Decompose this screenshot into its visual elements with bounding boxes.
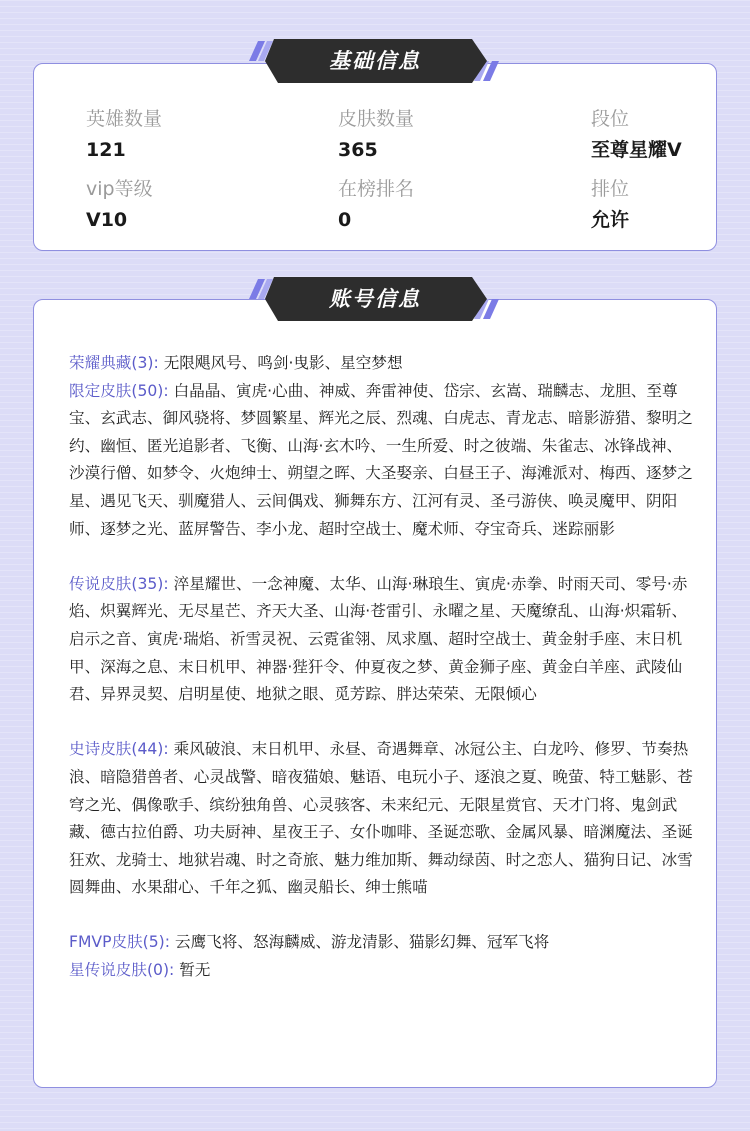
account-info-card [33, 299, 717, 1088]
category-label: 传说皮肤(35): [69, 574, 169, 593]
category-label: FMVP皮肤(5): [69, 933, 171, 952]
field-label: 在榜排名 [338, 178, 415, 200]
field-vip-level [86, 177, 153, 232]
category-items: 暂无 [179, 961, 211, 980]
category-label: 史诗皮肤(44): [69, 740, 169, 759]
category-star-legend-skins [69, 957, 694, 985]
section-title: 基础信息 [329, 49, 421, 73]
paragraph-spacer [69, 902, 694, 930]
field-label: vip等级 [86, 178, 153, 200]
basic-info-card [33, 63, 717, 251]
category-items: 无限飓风号、鸣剑·曳影、星空梦想 [163, 354, 403, 372]
category-glory-collection [69, 350, 694, 378]
category-items: 白晶晶、寅虎·心曲、神威、奔雷神使、岱宗、玄嵩、瑞麟志、龙胆、至尊宝、玄武志、御风骁将、梦圆繁星、辉光之辰、烈魂、白虎志、青龙志、暗影游猎、黎明之约、幽恒、匿光追影者、飞衡、山海·玄木吟、一生所爱、时之彼端、朱雀志、冰锋战神、沙漠行僧、如梦令、火炮绅士、朔望之晖、大圣娶亲、白昼王子、海滩派对、梅西、逐梦之星、遇见飞天、驯魔猎人、云间偶戏、狮舞东方、江河有灵、圣弓游侠、唤灵魔甲、阴阳师、逐梦之光、蓝屏警告、李小龙、超时空战士、魔术师、夺宝奇兵、迷踪丽影 [69, 381, 693, 538]
field-value: 365 [338, 139, 378, 161]
category-items: 淬星耀世、一念神魔、太华、山海·琳琅生、寅虎·赤拳、时雨天司、零号·赤焰、炽翼辉光、无尽星芒、齐天大圣、山海·苍雷引、永曜之星、天魔缭乱、山海·炽霜斩、启示之音、寅虎·瑞焰、祈雪灵祝、云霓雀翎、凤求凰、超时空战士、黄金射手座、末日机甲、深海之息、末日机甲、神器·狴犴令、仲夏夜之梦、黄金狮子座、黄金白羊座、武陵仙君、异界灵契、启明星使、地狱之眼、觅芳踪、胖达荣荣、无限倾心 [69, 574, 688, 704]
field-skin-count [338, 107, 414, 162]
category-legend-skins [69, 571, 694, 709]
field-value: 121 [86, 139, 126, 161]
category-items: 乘风破浪、末日机甲、永昼、奇遇舞章、冰冠公主、白龙吟、修罗、节奏热浪、暗隐猎兽者、心灵战警、暗夜猫娘、魅语、电玩小子、逐浪之夏、晚萤、特工魅影、苍穹之光、偶像歌手、缤纷独角兽、心灵骇客、未来纪元、无限星赏官、天才门将、鬼剑武藏、德古拉伯爵、功夫厨神、星夜王子、女仆咖啡、圣诞恋歌、金属风暴、暗渊魔法、圣诞狂欢、龙骑士、地狱岩魂、时之奇旅、魅力维加斯、舞动绿茵、时之恋人、猫狗日记、冰雪圆舞曲、水果甜心、千年之狐、幽灵船长、绅士熊喵 [69, 740, 693, 897]
section-banner-account-info [246, 276, 504, 322]
category-items: 云鹰飞将、怒海麟威、游龙清影、猫影幻舞、冠军飞将 [175, 933, 550, 952]
category-label: 限定皮肤(50): [69, 381, 169, 400]
field-label: 皮肤数量 [338, 108, 415, 130]
field-value: 至尊星耀V [591, 139, 682, 161]
field-value: 允许 [591, 209, 630, 231]
skin-list [69, 350, 694, 985]
category-label: 星传说皮肤(0): [69, 961, 175, 980]
field-ranked-allowed [591, 177, 629, 232]
paragraph-spacer [69, 543, 694, 571]
field-rank-tier [591, 107, 682, 162]
field-label: 段位 [591, 108, 630, 130]
field-label: 英雄数量 [86, 108, 163, 130]
section-title: 账号信息 [329, 287, 421, 311]
category-fmvp-skins [69, 929, 694, 957]
category-label: 荣耀典藏(3): [69, 354, 159, 372]
category-limited-skins [69, 378, 694, 544]
category-epic-skins [69, 736, 694, 902]
field-leaderboard-rank [338, 177, 414, 232]
field-value: V10 [86, 209, 128, 231]
field-hero-count [86, 107, 162, 162]
field-value: 0 [338, 209, 352, 231]
field-label: 排位 [591, 178, 630, 200]
section-banner-basic-info [246, 38, 504, 84]
paragraph-spacer [69, 709, 694, 737]
